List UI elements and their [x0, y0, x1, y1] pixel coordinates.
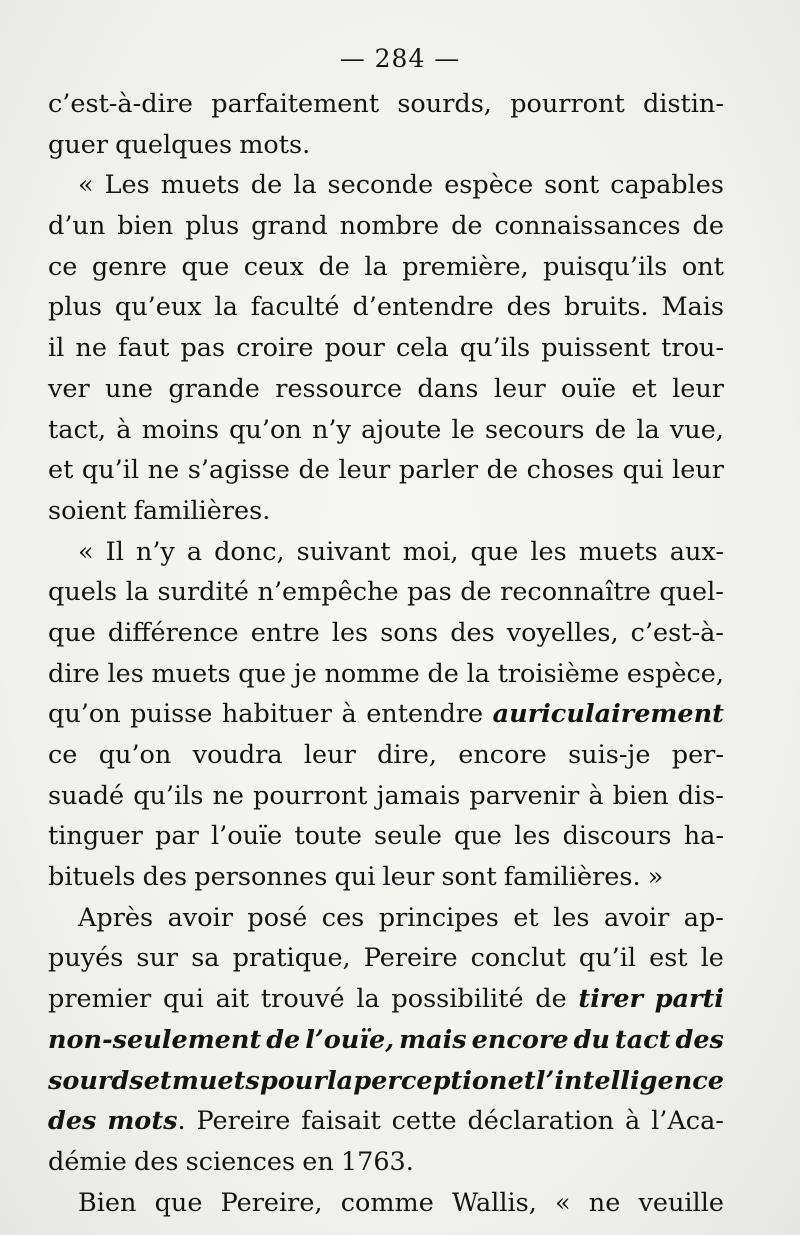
- text-line: ver une grande ressource dans leur ouïe et leur: [48, 373, 724, 404]
- text-line: puyés sur sa pratique, Pereire conclut qu’il est le: [48, 943, 724, 974]
- text-line: suadé qu’ils ne pourront jamais parvenir à bien dis-: [48, 780, 724, 811]
- text-line: soient familières.: [48, 495, 271, 526]
- body-text: [48, 84, 724, 1223]
- text-line: premier qui ait trouvé la possibilité de tirer parti: [48, 984, 724, 1015]
- page-number: — 284 —: [339, 44, 461, 73]
- text-line: ce qu’on voudra leur dire, encore suis-je per-: [48, 740, 724, 770]
- text-line: dire les muets que je nomme de la troisième espèce,: [48, 658, 724, 689]
- text-line: c’est-à-dire parfaitement sourds, pourront distin-: [48, 89, 724, 119]
- text-line: Après avoir posé ces principes et les avoir ap-: [78, 902, 724, 933]
- text-line: quels la surdité n’empêche pas de reconnaître quel-: [48, 577, 724, 608]
- text-line: démie des sciences en 1763.: [48, 1146, 414, 1177]
- text-line: que différence entre les sons des voyelles, c’est-à-: [48, 617, 724, 648]
- text-line: guer quelques mots.: [48, 129, 311, 160]
- text-line: qu’on puisse habituer à entendre auriculairement: [48, 699, 724, 730]
- text-line: non-seulement de l’ouïe, mais encore du tact des: [48, 1024, 724, 1055]
- text-line: tinguer par l’ouïe toute seule que les discours ha-: [48, 821, 724, 852]
- text-line: tact, à moins qu’on n’y ajoute le secours de la vue,: [48, 414, 724, 445]
- text-line: et qu’il ne s’agisse de leur parler de choses qui leur: [48, 455, 724, 486]
- text-line: plus qu’eux la faculté d’entendre des bruits. Mais: [48, 292, 724, 323]
- text-line: bituels des personnes qui leur sont familières. »: [48, 862, 664, 893]
- text-line: d’un bien plus grand nombre de connaissances de: [48, 211, 724, 242]
- text-line: « Les muets de la seconde espèce sont capables: [78, 170, 724, 201]
- text-line: ce genre que ceux de la première, puisqu’ils ont: [48, 251, 724, 282]
- text-line: il ne faut pas croire pour cela qu’ils puissent trou-: [48, 333, 724, 364]
- text-line: sourds et muets pour la perception et l’intelligence: [48, 1065, 724, 1096]
- text-line: « Il n’y a donc, suivant moi, que les muets aux-: [78, 536, 724, 567]
- text-line: Bien que Pereire, comme Wallis, « ne veuille: [78, 1187, 724, 1218]
- text-line: des mots. Pereire faisait cette déclaration à l’Aca-: [48, 1106, 724, 1137]
